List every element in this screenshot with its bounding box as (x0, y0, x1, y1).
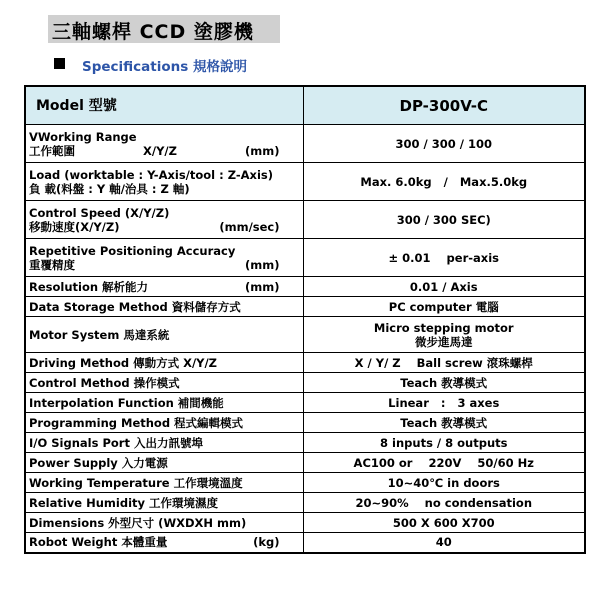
spec-label-text: Resolution 解析能力 (29, 279, 149, 294)
spec-value-text: X / Y/ Z Ball screw 滾珠螺桿 (354, 355, 533, 370)
spec-label-text: 工作範圍 (29, 143, 75, 158)
spec-label-line (29, 168, 300, 182)
spec-label-cell (25, 453, 303, 473)
spec-row (25, 297, 585, 317)
model-value: DP-300V-C (303, 86, 585, 125)
spec-value-cell (303, 493, 585, 513)
spec-label-text: (mm) (245, 279, 280, 294)
spec-row (25, 277, 585, 297)
spec-label-line (29, 356, 300, 370)
spec-value-cell (303, 353, 585, 373)
spec-value-text: 微步進馬達 (415, 334, 473, 349)
spec-label-cell (25, 317, 303, 353)
spec-row (25, 239, 585, 277)
spec-value-text: PC computer 電腦 (388, 299, 499, 314)
spec-label-text: Power Supply 入力電源 (29, 455, 168, 470)
spec-label-cell (25, 393, 303, 413)
spec-value-cell (303, 239, 585, 277)
spec-label-cell (25, 163, 303, 201)
spec-label-line (29, 476, 300, 490)
spec-value-text: 10~40℃ in doors (387, 475, 500, 490)
title-banner (48, 15, 280, 43)
spec-label-text: Control Method 操作模式 (29, 375, 180, 390)
spec-label-text: Working Temperature 工作環境溫度 (29, 475, 243, 490)
spec-label-line (29, 328, 300, 342)
spec-row (25, 393, 585, 413)
spec-label-text: Programming Method 程式編輯模式 (29, 415, 244, 430)
spec-value-text: 300 / 300 / 100 (395, 136, 492, 151)
spec-value-text: ± 0.01 per-axis (388, 250, 499, 265)
spec-label-line (29, 280, 300, 294)
spec-value-cell (303, 413, 585, 433)
spec-label-text: (mm) (245, 257, 280, 272)
spec-value-cell (303, 317, 585, 353)
spec-label-line (29, 206, 300, 220)
spec-label-text: (mm) (245, 143, 280, 158)
spec-label-text: Repetitive Positioning Accuracy (29, 243, 236, 258)
spec-row (25, 353, 585, 373)
spec-row (25, 317, 585, 353)
spec-value-text: Linear : 3 axes (388, 395, 500, 410)
spec-label-text: X/Y/Z (143, 143, 177, 158)
spec-label-line (29, 220, 300, 234)
bullet-square-icon (54, 58, 65, 69)
spec-value-cell (303, 533, 585, 553)
spec-label-text: Data Storage Method 資料儲存方式 (29, 299, 241, 314)
spec-label-cell (25, 493, 303, 513)
spec-label-cell (25, 513, 303, 533)
spec-row (25, 163, 585, 201)
spec-label-text: 負 載(料盤 : Y 軸/治具 : Z 軸) (29, 181, 190, 196)
spec-label-cell (25, 473, 303, 493)
spec-row (25, 493, 585, 513)
spec-label-text: Driving Method 傳動方式 X/Y/Z (29, 355, 218, 370)
spec-row (25, 453, 585, 473)
spec-label-cell (25, 201, 303, 239)
spec-label-text: Control Speed (X/Y/Z) (29, 205, 170, 220)
spec-label-cell (25, 239, 303, 277)
spec-label-cell (25, 297, 303, 317)
spec-value-text: Max. 6.0kg / Max.5.0kg (360, 174, 528, 189)
spec-label-line (29, 130, 300, 144)
spec-label-line (29, 258, 300, 272)
spec-label-line (29, 396, 300, 410)
spec-value-cell (303, 433, 585, 453)
spec-label-line (29, 436, 300, 450)
spec-label-line (29, 456, 300, 470)
spec-label-line (29, 244, 300, 258)
spec-value-cell (303, 163, 585, 201)
model-label: Model 型號 (25, 86, 303, 125)
spec-row (25, 201, 585, 239)
spec-value-text: AC100 or 220V 50/60 Hz (353, 455, 534, 470)
spec-row (25, 513, 585, 533)
spec-label-text: 移動速度(X/Y/Z) (29, 219, 120, 234)
spec-value-cell (303, 393, 585, 413)
spec-label-text: I/O Signals Port 入出力訊號埠 (29, 435, 203, 450)
spec-value-cell (303, 453, 585, 473)
spec-label-cell (25, 433, 303, 453)
spec-label-text: Interpolation Function 補間機能 (29, 395, 224, 410)
spec-label-text: Robot Weight 本體重量 (29, 535, 168, 550)
spec-value-text: Teach 教導模式 (400, 415, 488, 430)
spec-value-cell (303, 201, 585, 239)
spec-label-text: 重覆精度 (29, 257, 75, 272)
spec-label-text: (mm/sec) (219, 219, 280, 234)
spec-value-cell (303, 373, 585, 393)
spec-label-text: Load (worktable : Y-Axis/tool : Z-Axis) (29, 167, 273, 182)
spec-value-cell (303, 277, 585, 297)
spec-row (25, 125, 585, 163)
spec-label-line (29, 300, 300, 314)
spec-label-line (29, 144, 300, 158)
spec-header-row (25, 86, 585, 125)
spec-label-text: VWorking Range (29, 129, 137, 144)
spec-label-line (29, 182, 300, 196)
spec-value-text: 300 / 300 SEC) (396, 212, 491, 227)
spec-label-cell (25, 413, 303, 433)
spec-label-line (29, 535, 300, 549)
spec-value-cell (303, 297, 585, 317)
spec-label-cell (25, 277, 303, 297)
spec-table (24, 85, 586, 554)
section-title: Specifications 規格說明 (82, 59, 247, 75)
spec-label-line (29, 516, 300, 530)
spec-row (25, 533, 585, 553)
spec-value-text: 8 inputs / 8 outputs (380, 435, 508, 450)
spec-label-cell (25, 373, 303, 393)
spec-value-text: Micro stepping motor (373, 320, 514, 335)
spec-label-text: Relative Humidity 工作環境濕度 (29, 495, 219, 510)
spec-value-text: Teach 教導模式 (400, 375, 488, 390)
spec-value-cell (303, 125, 585, 163)
spec-label-line (29, 416, 300, 430)
spec-label-text: (kg) (253, 535, 280, 550)
spec-row (25, 373, 585, 393)
spec-row (25, 473, 585, 493)
page-title: 三軸螺桿 CCD 塗膠機 (52, 21, 254, 43)
spec-value-text: 20~90% no condensation (355, 495, 533, 510)
spec-value-text: 500 X 600 X700 (392, 515, 495, 530)
spec-label-cell (25, 353, 303, 373)
spec-label-cell (25, 533, 303, 553)
spec-row (25, 413, 585, 433)
spec-value-cell (303, 513, 585, 533)
spec-label-text: Motor System 馬達系統 (29, 327, 170, 342)
spec-row (25, 433, 585, 453)
spec-label-text: Dimensions 外型尺寸 (WXDXH mm) (29, 515, 247, 530)
spec-value-text: 0.01 / Axis (409, 279, 478, 294)
spec-label-line (29, 496, 300, 510)
spec-label-line (29, 376, 300, 390)
spec-value-text: 40 (435, 535, 452, 550)
spec-label-cell (25, 125, 303, 163)
spec-value-cell (303, 473, 585, 493)
